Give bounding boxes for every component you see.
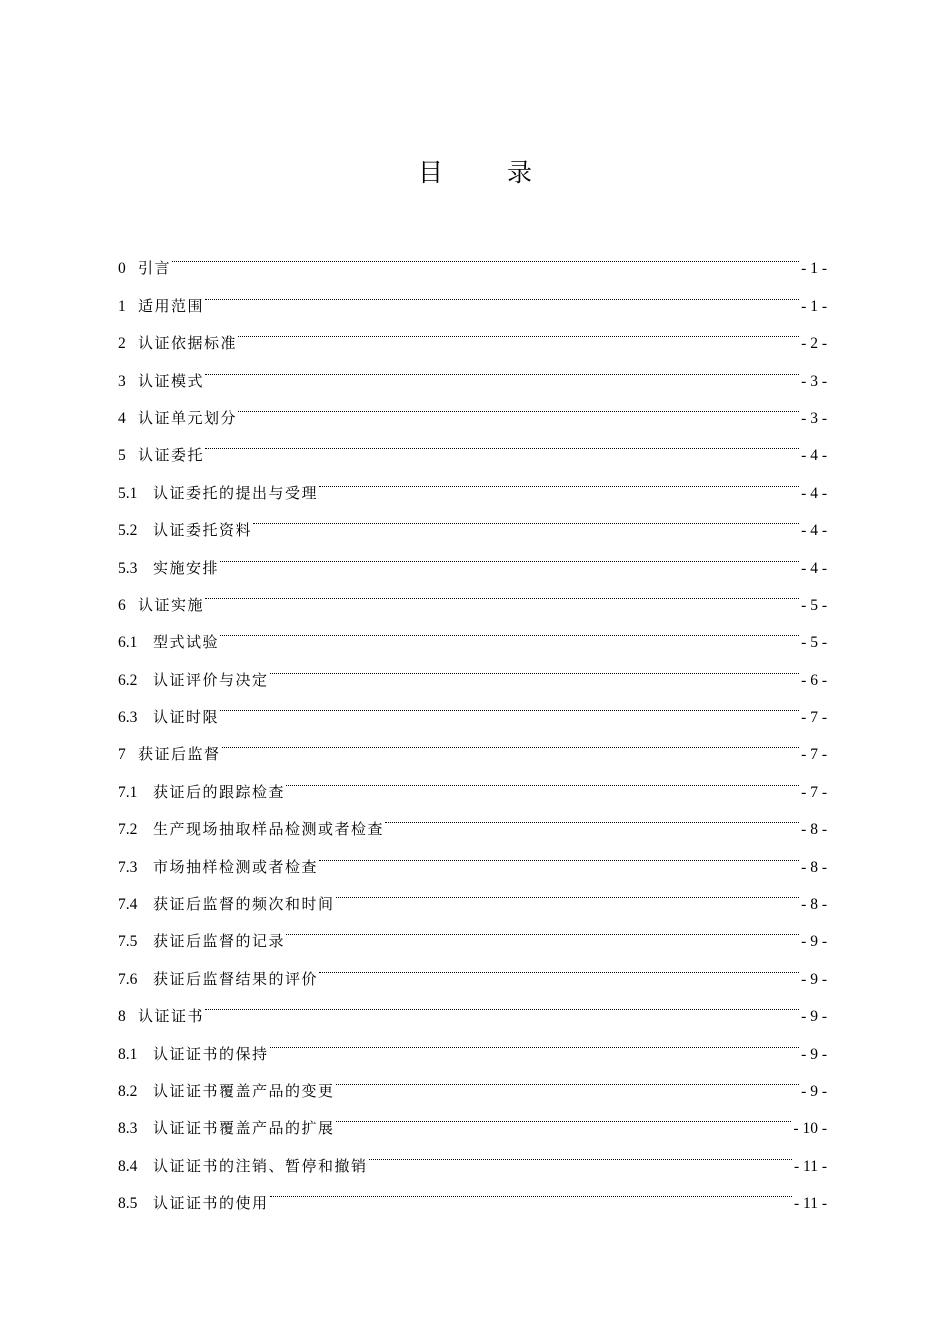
toc-dot-leader xyxy=(336,872,800,909)
toc-entry[interactable] xyxy=(118,573,827,614)
toc-entry[interactable] xyxy=(118,311,827,353)
toc-entry-title: 认证评价与决定 xyxy=(153,670,269,689)
toc-entry-page-number: - 4 - xyxy=(801,447,827,465)
toc-entry-page-number: - 8 - xyxy=(801,896,827,914)
toc-dot-leader xyxy=(286,759,799,796)
toc-entry-title: 认证证书覆盖产品的变更 xyxy=(153,1081,335,1100)
toc-dot-leader xyxy=(205,984,799,1021)
toc-entry-title: 获证后监督的记录 xyxy=(153,932,286,951)
toc-entry-title: 认证证书的注销、暂停和撤销 xyxy=(153,1156,368,1175)
toc-entry[interactable] xyxy=(118,386,827,427)
toc-entry-title: 认证证书的使用 xyxy=(153,1194,269,1213)
toc-entry-title: 获证后监督的频次和时间 xyxy=(153,895,335,914)
toc-entry-page-number: - 3 - xyxy=(801,409,827,427)
toc-dot-leader xyxy=(336,1059,800,1096)
toc-entry-number: 8.5 xyxy=(118,1195,138,1213)
toc-dot-leader xyxy=(319,834,799,871)
toc-entry-title: 获证后的跟踪检查 xyxy=(153,782,286,801)
toc-entry-title: 认证证书的保持 xyxy=(153,1044,269,1063)
toc-entry-number: 6.2 xyxy=(118,671,138,689)
toc-entry[interactable] xyxy=(118,348,827,390)
toc-dot-leader xyxy=(319,946,799,983)
toc-entry[interactable] xyxy=(118,273,827,315)
toc-entry-page-number: - 9 - xyxy=(801,1008,827,1026)
toc-dot-leader xyxy=(172,236,799,273)
toc-entry-page-number: - 4 - xyxy=(801,559,827,577)
toc-dot-leader xyxy=(319,460,799,497)
toc-entry-number: 7.6 xyxy=(118,970,138,988)
toc-entry-number: 7.1 xyxy=(118,783,138,801)
toc-entry-page-number: - 4 - xyxy=(801,484,827,502)
toc-entry[interactable] xyxy=(118,236,827,278)
toc-entry-page-number: - 1 - xyxy=(801,297,827,315)
toc-entry-number: 6.3 xyxy=(118,709,138,727)
toc-entry-number: 5.3 xyxy=(118,559,138,577)
toc-entry-page-number: - 6 - xyxy=(801,671,827,689)
toc-entry-number: 0 xyxy=(118,260,126,278)
toc-entry-number: 5.1 xyxy=(118,484,138,502)
toc-entry-page-number: - 5 - xyxy=(801,634,827,652)
toc-entry[interactable] xyxy=(118,610,827,652)
toc-dot-leader xyxy=(222,722,800,759)
toc-entry-title: 生产现场抽取样品检测或者检查 xyxy=(153,820,385,839)
toc-entry-title: 认证委托的提出与受理 xyxy=(153,483,319,502)
toc-dot-leader xyxy=(220,535,799,572)
toc-entry-number: 8.2 xyxy=(118,1082,138,1100)
toc-entry-page-number: - 8 - xyxy=(801,821,827,839)
toc-entry-number: 8.4 xyxy=(118,1157,138,1175)
toc-entry-number: 5.2 xyxy=(118,522,138,540)
toc-entry-title: 认证证书 xyxy=(138,1007,205,1026)
toc-entry[interactable] xyxy=(118,685,827,727)
toc-entry-title: 认证证书覆盖产品的扩展 xyxy=(153,1119,335,1138)
table-of-contents xyxy=(118,236,827,1213)
toc-entry-title: 认证委托 xyxy=(138,446,205,465)
toc-entry-title: 获证后监督 xyxy=(138,745,221,764)
toc-entry-title: 认证委托资料 xyxy=(153,521,253,540)
toc-entry-page-number: - 4 - xyxy=(801,522,827,540)
toc-entry-number: 7.4 xyxy=(118,896,138,914)
toc-dot-leader xyxy=(270,1171,792,1208)
toc-entry-title: 认证模式 xyxy=(138,371,205,390)
toc-entry-number: 4 xyxy=(118,409,126,427)
toc-entry-title: 认证实施 xyxy=(138,595,205,614)
toc-entry-page-number: - 3 - xyxy=(801,372,827,390)
toc-dot-leader xyxy=(238,386,799,423)
toc-entry[interactable] xyxy=(118,759,827,801)
toc-dot-leader xyxy=(270,647,800,684)
toc-entry[interactable] xyxy=(118,722,827,764)
toc-entry-number: 7 xyxy=(118,746,126,764)
toc-entry-title: 获证后监督结果的评价 xyxy=(153,969,319,988)
toc-entry-number: 5 xyxy=(118,447,126,465)
toc-dot-leader xyxy=(369,1133,792,1170)
toc-entry-number: 8.3 xyxy=(118,1120,138,1138)
toc-entry-title: 适用范围 xyxy=(138,296,205,315)
toc-entry-number: 6.1 xyxy=(118,634,138,652)
toc-entry-number: 7.3 xyxy=(118,858,138,876)
toc-entry-page-number: - 9 - xyxy=(801,1082,827,1100)
toc-dot-leader xyxy=(205,423,799,460)
toc-entry-title: 型式试验 xyxy=(153,633,220,652)
toc-entry-title: 认证单元划分 xyxy=(138,408,238,427)
toc-entry-number: 2 xyxy=(118,335,126,353)
toc-entry-page-number: - 9 - xyxy=(801,1045,827,1063)
toc-entry-page-number: - 7 - xyxy=(801,709,827,727)
toc-dot-leader xyxy=(253,498,799,535)
toc-entry-page-number: - 9 - xyxy=(801,970,827,988)
toc-entry[interactable] xyxy=(118,535,827,577)
toc-entry[interactable] xyxy=(118,1021,827,1063)
toc-entry-page-number: - 9 - xyxy=(801,933,827,951)
toc-entry-page-number: - 7 - xyxy=(801,783,827,801)
toc-entry[interactable] xyxy=(118,460,827,502)
toc-entry-number: 8 xyxy=(118,1008,126,1026)
page-title: 目 录 xyxy=(418,158,560,187)
toc-dot-leader xyxy=(205,273,799,310)
toc-dot-leader xyxy=(270,1021,800,1058)
toc-entry-page-number: - 11 - xyxy=(794,1195,827,1213)
toc-dot-leader xyxy=(336,1096,792,1133)
toc-entry-title: 市场抽样检测或者检查 xyxy=(153,857,319,876)
toc-dot-leader xyxy=(205,348,799,385)
toc-entry-page-number: - 1 - xyxy=(801,260,827,278)
toc-entry-title: 引言 xyxy=(138,259,172,278)
toc-entry-page-number: - 11 - xyxy=(794,1157,827,1175)
toc-entry-title: 实施安排 xyxy=(153,558,220,577)
toc-entry-number: 8.1 xyxy=(118,1045,138,1063)
toc-entry-page-number: - 5 - xyxy=(801,596,827,614)
toc-entry-page-number: - 2 - xyxy=(801,335,827,353)
toc-dot-leader xyxy=(238,311,799,348)
toc-dot-leader xyxy=(385,797,799,834)
toc-entry-title: 认证时限 xyxy=(153,708,220,727)
toc-entry[interactable] xyxy=(118,647,827,689)
toc-entry-page-number: - 7 - xyxy=(801,746,827,764)
toc-entry-page-number: - 8 - xyxy=(801,858,827,876)
toc-entry-number: 6 xyxy=(118,596,126,614)
toc-entry-title: 认证依据标准 xyxy=(138,334,238,353)
toc-dot-leader xyxy=(205,573,799,610)
toc-entry-number: 7.5 xyxy=(118,933,138,951)
toc-entry-page-number: - 10 - xyxy=(793,1120,827,1138)
toc-entry-number: 7.2 xyxy=(118,821,138,839)
toc-dot-leader xyxy=(286,909,799,946)
toc-entry[interactable] xyxy=(118,423,827,465)
toc-dot-leader xyxy=(220,685,799,722)
toc-entry-number: 3 xyxy=(118,372,126,390)
toc-entry-number: 1 xyxy=(118,297,126,315)
toc-dot-leader xyxy=(220,610,799,647)
toc-entry[interactable] xyxy=(118,984,827,1026)
